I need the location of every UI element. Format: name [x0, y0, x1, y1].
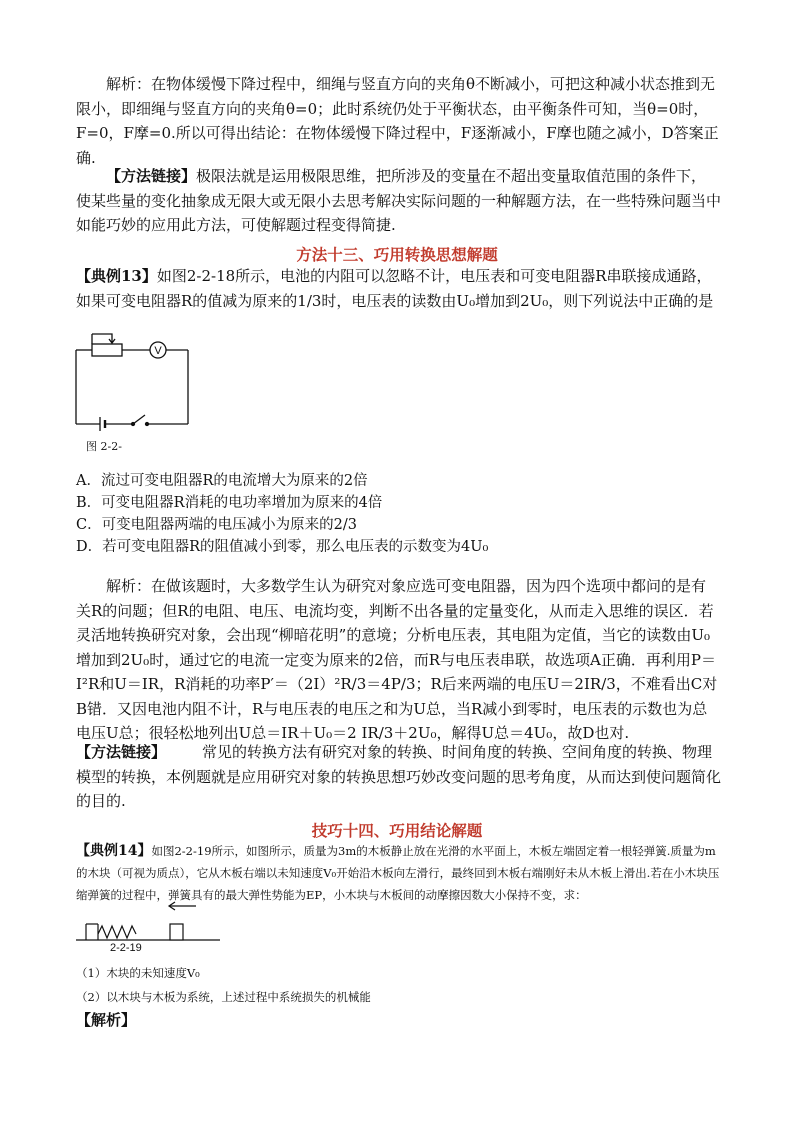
analysis-2-label: 解析：	[106, 577, 152, 595]
method-link-2-text: 常见的转换方法有研究对象的转换、时间角度的转换、空间角度的转换、物理模型的转换，本例题就是应用研究对象的转换思想巧妙改变问题的思考角度，从而达到使问题简化的目的.	[76, 743, 722, 810]
method-link-paragraph-2	[76, 740, 721, 814]
example-14-paragraph	[76, 840, 721, 906]
example-13-label: 【典例13】	[76, 267, 157, 285]
answer-label: 【解析】	[76, 1011, 137, 1029]
voltmeter-label: V	[154, 345, 162, 357]
analysis-2-text: 在做该题时，大多数学生认为研究对象应选可变电阻器，因为四个选项中都问的是有关R的问题；但R的电阻、电压、电流均变，判断不出各量的定量变化，从而走入思维的误区．若灵活地转换研究对象，会出现“柳暗花明”的意境；分析电压表，其电阻为定值，当它的读数由U₀增加到2U₀时，通过它的电流一定变为原来的2倍，而R与电压表串联，故选项A正确．再利用P＝I²R和U＝IR，R消耗的功率P′＝（2I）²R/3＝4P/3；R后来两端的电压U＝2IR/3，不难看出C对B错．又因电池内阻不计，R与电压表的电压之和为U总，当R减小到零时，电压表的示数也为总电压U总；很轻松地列出U总＝IR＋U₀＝2 IR/3＋2U₀，解得U总＝4U₀，故D也对.	[76, 577, 718, 742]
analysis-paragraph-2	[76, 574, 721, 746]
example-13-text: 如图2-2-18所示，电池的内阻可以忽略不计，电压表和可变电阻器R串联接成通路，如果可变电阻器R的值减为原来的1/3时，电压表的读数由U₀增加到2U₀，则下列说法中正确的是	[76, 267, 714, 310]
figure-caption-2-2-19: 2-2-19	[110, 942, 142, 954]
question-1: （1）木块的未知速度V₀	[76, 966, 200, 980]
example-14-text: 如图2-2-19所示，如图所示，质量为3m的木板静止放在光滑的水平面上，木板左端固定着一根轻弹簧.质量为m的木块（可视为质点），它从木板右端以未知速度V₀开始沿木板向左滑行，最终回到木板右端刚好未从木板上滑出.若在小木块压缩弹簧的过程中，弹簧具有的最大弹性势能为EP，小木块与木板间的动摩擦因数大小保持不变，求：	[76, 844, 720, 902]
option-c: C．可变电阻器两端的电压减小为原来的2/3	[76, 517, 357, 533]
spring-board-diagram	[74, 900, 224, 952]
analysis-text: 在物体缓慢下降过程中，细绳与竖直方向的夹角θ不断减小，可把这种减小状态推到无限小，即细绳与竖直方向的夹角θ=0；此时系统仍处于平衡状态，由平衡条件可知，当θ=0时，F=0，F摩=0.所以可得出结论：在物体缓慢下降过程中，F逐渐减小，F摩也随之减小，D答案正确.	[76, 75, 719, 167]
method-link-paragraph-1	[76, 164, 721, 238]
example-13-paragraph	[76, 264, 721, 313]
circuit-diagram	[70, 330, 200, 436]
figure-caption-2-2-18: 图 2-2-	[86, 440, 122, 453]
option-b: B．可变电阻器R消耗的电功率增加为原来的4倍	[76, 495, 383, 511]
question-2: （2）以木块与木板为系统，上述过程中系统损失的机械能	[76, 990, 371, 1004]
analysis-paragraph-1	[76, 72, 721, 170]
option-a: A．流过可变电阻器R的电流增大为原来的2倍	[76, 473, 368, 489]
method-link-label: 【方法链接】	[106, 167, 197, 185]
option-d: D．若可变电阻器R的阻值减小到零，那么电压表的示数变为4U₀	[76, 539, 489, 555]
example-14-label: 【典例14】	[76, 843, 152, 859]
analysis-label: 解析：	[106, 75, 152, 93]
section-heading-14: 技巧十四、巧用结论解题	[311, 821, 483, 840]
method-link-text: 极限法就是运用极限思维，把所涉及的变量在不超出变量取值范围的条件下，使某些量的变化抽象成无限大或无限小去思考解决实际问题的一种解题方法，在一些特殊问题当中如能巧妙的应用此方法，可使解题过程变得简捷.	[76, 167, 722, 234]
method-link-2-label: 【方法链接】	[76, 743, 167, 761]
section-heading-13: 方法十三、巧用转换思想解题	[296, 245, 498, 264]
